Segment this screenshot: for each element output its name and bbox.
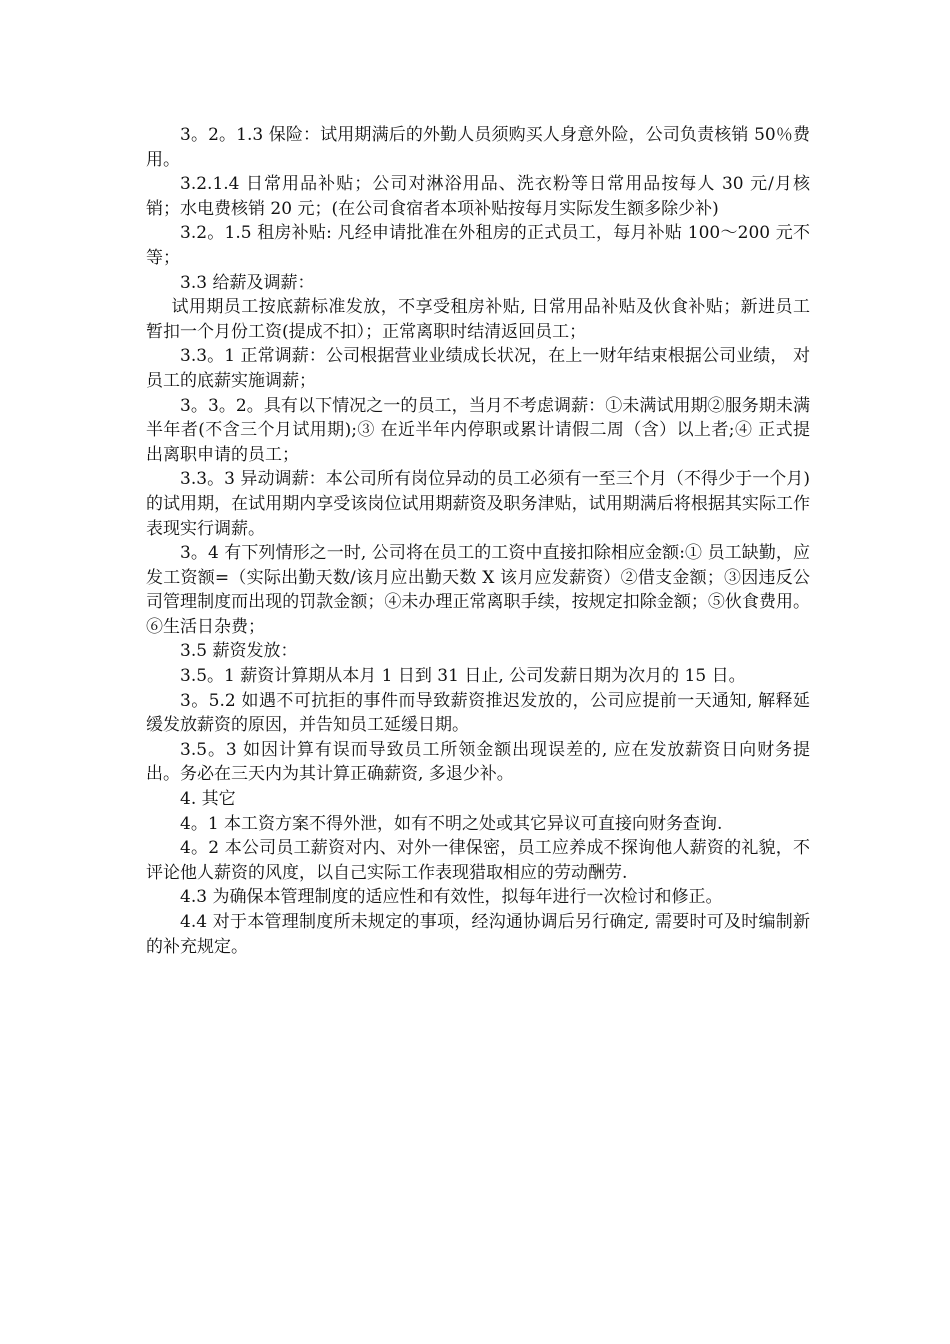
paragraph-probation-pay: 试用期员工按底薪标准发放，不享受租房补贴, 日常用品补贴及伙食补贴；新进员工暂扣一个月份工资(提成不扣）；正常离职时结清返回员工； bbox=[146, 297, 810, 342]
paragraph-daily-supplies-subsidy: 3.2.1.4 日常用品补贴；公司对淋浴用品、洗衣粉等日常用品按每人 30 元/月核销；水电费核销 20 元；(在公司食宿者本项补贴按每月实际发生额多除少补) bbox=[146, 174, 810, 219]
paragraph-salary-confidentiality: 4。2 本公司员工薪资对内、对外一律保密，员工应养成不探询他人薪资的礼貌，不评论他人薪资的风度，以自己实际工作表现猎取相应的劳动酬劳. bbox=[146, 838, 810, 883]
paragraph-calculation-error: 3.5。3 如因计算有误而导致员工所领金额出现误差的, 应在发放薪资日向财务提出。务必在三天内为其计算正确薪资, 多退少补。 bbox=[146, 739, 810, 785]
paragraph-transfer-adjustment: 3.3。3 异动调薪：本公司所有岗位异动的员工必须有一至三个月（不得少于一个月)的试用期，在试用期内享受该岗位试用期薪资及职务津贴，试用期满后将根据其实际工作表现实行调薪。 bbox=[146, 469, 810, 539]
paragraph-annual-review: 4.3 为确保本管理制度的适应性和有效性，拟每年进行一次检讨和修正。 bbox=[180, 887, 723, 908]
paragraph-rent-subsidy: 3.2。1.5 租房补贴: 凡经申请批准在外租房的正式员工，每月补贴 100～200 元不等； bbox=[146, 223, 810, 268]
paragraph-deductions: 3。4 有下列情形之一时, 公司将在员工的工资中直接扣除相应金额:① 员工缺勤，应发工资额=（实际出勤天数/该月应出勤天数 X 该月应发薪资）②借支金额；③因违反公司管理制度而出现的罚款金额；④未办理正常离职手续，按规定扣除金额；⑤伙食费用。⑥生活日杂费； bbox=[146, 543, 810, 637]
paragraph-pay-period: 3.5。1 薪资计算期从本月 1 日到 31 日止, 公司发薪日期为次月的 15 日。 bbox=[180, 666, 746, 687]
paragraph-supplementary-rules: 4.4 对于本管理制度所未规定的事项，经沟通协调后另行确定, 需要时可及时编制新的补充规定。 bbox=[146, 912, 810, 957]
paragraph-normal-adjustment: 3.3。1 正常调薪：公司根据营业业绩成长状况，在上一财年结束根据公司业绩， 对员工的底薪实施调薪； bbox=[146, 346, 810, 391]
paragraph-insurance: 3。2。1.3 保险：试用期满后的外勤人员须购买人身意外险，公司负责核销 50％费用。 bbox=[146, 125, 810, 170]
paragraph-delayed-payment: 3。5.2 如遇不可抗拒的事件而导致薪资推迟发放的，公司应提前一天通知, 解释延缓发放薪资的原因，并告知员工延缓日期。 bbox=[146, 690, 810, 736]
section-heading-salary-adjustment: 3.3 给薪及调薪： bbox=[180, 272, 315, 293]
document-page bbox=[146, 123, 810, 959]
section-heading-salary-payment: 3.5 薪资发放： bbox=[180, 641, 298, 662]
section-heading-other: 4. 其它 bbox=[180, 789, 236, 810]
paragraph-confidential-plan: 4。1 本工资方案不得外泄，如有不明之处或其它异议可直接向财务查询. bbox=[180, 813, 723, 834]
paragraph-no-adjustment-conditions: 3。3。2。具有以下情况之一的员工，当月不考虑调薪：①未满试用期②服务期未满半年者(不含三个月试用期);③ 在近半年内停职或累计请假二周（含）以上者;④ 正式提出离职申请的员工； bbox=[146, 395, 810, 465]
